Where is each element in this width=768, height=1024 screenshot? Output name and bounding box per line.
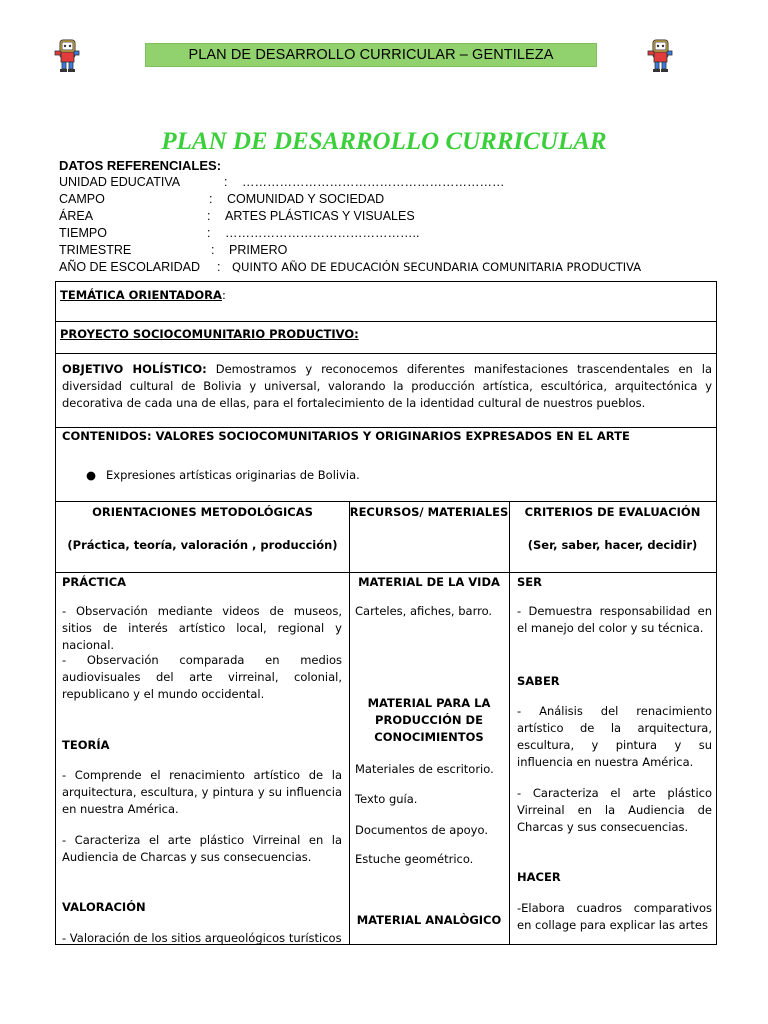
ref-row-anio [59,259,642,276]
mascot-icon-left [52,36,82,74]
teoria-item-2: - Caracteriza el arte plástico Virreinal en la Audiencia de Charcas y sus consecuencias. [62,833,342,864]
ref-row-tiempo [59,225,420,242]
document-title: PLAN DE DESARROLLO CURRICULAR [161,128,607,155]
row-divider [56,353,716,354]
material-item-texto-guia: Texto guía. [355,792,418,806]
column-divider [349,501,350,945]
ser-item-1: - Demuestra responsabilidad en el manejo del color y su técnica. [517,604,712,635]
col1-header-sub: (Práctica, teoría, valoración , producción) [67,538,338,552]
proyecto-label: PROYECTO SOCIOCOMUNITARIO PRODUCTIVO: [60,327,359,341]
ref-sep: : [207,209,211,223]
column-divider [509,501,510,945]
ref-value: PRIMERO [229,243,288,257]
hacer-heading: HACER [517,870,561,884]
header-banner: PLAN DE DESARROLLO CURRICULAR – GENTILEZA [145,43,597,67]
material-vida-heading: MATERIAL DE LA VIDA [358,575,500,589]
material-item-documentos: Documentos de apoyo. [355,823,488,837]
mascot-icon-right [645,36,675,74]
practica-item-1: - Observación mediante videos de museos, sitios de interés artístico local, regional y nacional. [62,604,342,652]
ref-value: ARTES PLÁSTICAS Y VISUALES [225,209,415,223]
ref-value: ……………………………………………………… [242,175,505,189]
ref-label: ÁREA [59,209,94,223]
ref-row-campo [59,191,385,208]
ref-label: CAMPO [59,192,105,206]
valoracion-heading: VALORACIÓN [62,900,146,914]
ser-heading: SER [517,575,542,589]
ref-value: QUINTO AÑO DE EDUCACIÓN SECUNDARIA COMUNITARIA PRODUCTIVA [232,260,642,274]
contenidos-label: CONTENIDOS: VALORES SOCIOCOMUNITARIOS Y ORIGINARIOS EXPRESADOS EN EL ARTE [62,429,630,443]
objetivo-holistico [62,361,712,412]
ref-label: AÑO DE ESCOLARIDAD [59,260,201,274]
material-vida-item: Carteles, afiches, barro. [355,604,493,618]
valoracion-item-1: - Valoración de los sitios arqueológicos turísticos [62,931,342,945]
tematica-orientadora [60,287,226,304]
saber-item-1: - Análisis del renacimiento artístico de la arquitectura, escultura, y pintura y su influencia en nuestra América. [517,704,712,769]
material-analogico-heading: MATERIAL ANALÒGICO [356,913,502,927]
ref-label: TRIMESTRE [59,243,132,257]
col3-header-title: CRITERIOS DE EVALUACIÓN [524,505,701,519]
ref-value: COMUNIDAD Y SOCIEDAD [227,192,385,206]
ref-value: ……………………………………….. [225,226,420,240]
datos-referenciales-heading: DATOS REFERENCIALES: [59,158,222,173]
ref-label: UNIDAD EDUCATIVA [59,175,181,189]
contenidos-bullet: ● [86,468,97,482]
ref-sep: : [209,192,213,206]
ref-row-unidad [59,174,505,191]
objetivo-text: Demostramos y reconocemos diferentes manifestaciones trascendentales en la diversidad cultural de Bolivia y universal, valorando la producción artística, escultórica, arquitectónica y decorativa de cada una de ellas, para el fortalecimiento de la identidad cultural de nuestros pueblos. [62,362,713,410]
contenidos-item: Expresiones artísticas originarias de Bolivia. [106,468,360,482]
ref-row-area [59,208,415,225]
saber-item-2: - Caracteriza el arte plástico Virreinal en la Audiencia de Charcas y sus consecuencias. [517,786,712,834]
row-divider [56,572,716,573]
saber-heading: SABER [517,674,560,688]
objetivo-label: OBJETIVO HOLÍSTICO: [62,362,207,376]
tematica-label: TEMÁTICA ORIENTADORA [60,288,222,302]
row-divider [56,321,716,322]
ref-sep: : [224,175,228,189]
teoria-heading: TEORÍA [62,738,110,752]
material-item-escritorio: Materiales de escritorio. [355,762,494,776]
ref-sep: : [207,226,211,240]
teoria-item-1: - Comprende el renacimiento artístico de la arquitectura, escultura, y pintura y su influencia en nuestra América. [62,768,342,816]
ref-label: TIEMPO [59,226,107,240]
ref-sep: : [211,243,215,257]
practica-item-2: - Observación comparada en medios audiovisuales del arte virreinal, colonial, republicano y el mundo occidental. [62,653,342,701]
material-produccion-heading: MATERIAL PARA LA PRODUCCIÓN DE CONOCIMIENTOS [367,696,491,744]
plan-table [55,281,717,945]
col2-header-title: RECURSOS/ MATERIALES [349,505,509,519]
datos-referenciales [59,157,642,276]
practica-heading: PRÁCTICA [62,575,127,589]
col1-header-title: ORIENTACIONES METODOLÓGICAS [92,505,313,519]
ref-sep: : [217,260,221,274]
col3-header-sub: (Ser, saber, hacer, decidir) [527,538,698,552]
ref-row-trimestre [59,242,288,259]
tematica-colon: : [221,288,226,302]
row-divider [56,501,716,502]
hacer-item-1: -Elabora cuadros comparativos en collage para explicar las artes [517,901,712,932]
material-item-estuche: Estuche geométrico. [355,852,474,866]
